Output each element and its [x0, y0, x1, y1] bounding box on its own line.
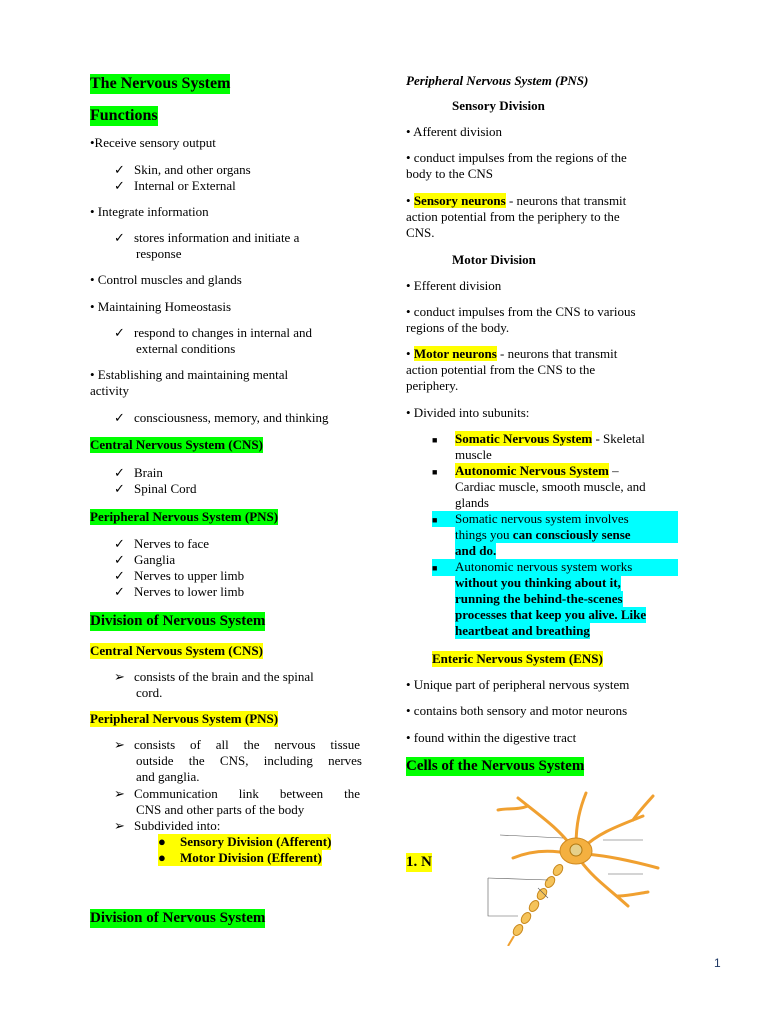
checkmark-icon: ✓ [114, 536, 125, 551]
list-item: ● Sensory Division (Afferent) [158, 834, 332, 849]
list-item-cont: cord. [136, 685, 163, 700]
sensory-heading: Sensory Division [452, 98, 545, 113]
checkmark-icon: ✓ [114, 568, 125, 583]
list-item: ■ Somatic Nervous System - Skeletal [432, 431, 645, 446]
cyan-highlight-row: heartbeat and breathing [455, 623, 590, 638]
list-item: • found within the digestive tract [406, 730, 577, 745]
list-item: ✓ Skin, and other organs [114, 162, 251, 177]
cyan-highlight-row: running the behind-the-scenes [455, 591, 623, 606]
list-item-cont: external conditions [136, 341, 236, 356]
list-item: • Afferent division [406, 124, 503, 139]
cyan-highlight-row: ■ Autonomic nervous system works [432, 559, 678, 576]
list-item-cont: outside the CNS, including nerves [136, 753, 362, 768]
motor-heading: Motor Division [452, 252, 536, 267]
list-item: ✓ consciousness, memory, and thinking [114, 410, 329, 425]
list-item-cont: glands [455, 495, 489, 510]
cyan-highlight-row: and do. [455, 543, 497, 558]
list-item: • conduct impulses from the regions of the [406, 150, 627, 165]
list-item-cont: muscle [455, 447, 492, 462]
function-item: • Establishing and maintaining mental [90, 367, 289, 382]
list-item-cont: and ganglia. [136, 769, 200, 784]
square-bullet-icon: ■ [432, 563, 438, 573]
list-item: ✓ Nerves to face [114, 536, 210, 551]
division-heading: Division of Nervous System [90, 613, 266, 629]
list-item: • Efferent division [406, 278, 502, 293]
checkmark-icon: ✓ [114, 465, 125, 480]
list-item-cont: action potential from the periphery to the [406, 209, 620, 224]
list-item-cont: periphery. [406, 378, 459, 393]
checkmark-icon: ✓ [114, 552, 125, 567]
list-item-cont: CNS and other parts of the body [136, 802, 305, 817]
cyan-highlight-row: ■ Somatic nervous system involves [432, 511, 678, 527]
cells-heading: Cells of the Nervous System [406, 758, 585, 774]
list-item: ✓ respond to changes in internal and [114, 325, 312, 340]
list-item: ➢ Communication link between the [114, 786, 360, 801]
arrow-bullet-icon: ➢ [114, 669, 125, 684]
arrow-bullet-icon: ➢ [114, 737, 125, 752]
list-item: • Motor neurons - neurons that transmit [406, 346, 618, 361]
list-item: ■ Autonomic Nervous System – [432, 463, 619, 478]
list-item: ➢ Subdivided into: [114, 818, 221, 833]
page-number: 1 [714, 956, 721, 970]
list-item: ✓ stores information and initiate a [114, 230, 300, 245]
square-bullet-icon: ■ [432, 467, 438, 477]
list-item-cont: CNS. [406, 225, 435, 240]
list-item: ➢ consists of all the nervous tissue [114, 737, 360, 752]
list-item: ✓ Internal or External [114, 178, 236, 193]
list-item: • contains both sensory and motor neurons [406, 703, 628, 718]
checkmark-icon: ✓ [114, 325, 125, 340]
arrow-bullet-icon: ➢ [114, 818, 125, 833]
list-item: ● Motor Division (Efferent) [158, 850, 322, 865]
checkmark-icon: ✓ [114, 230, 125, 245]
bullet-icon: ● [158, 850, 166, 865]
arrow-bullet-icon: ➢ [114, 786, 125, 801]
functions-heading: Functions [90, 107, 158, 124]
list-item: ✓ Spinal Cord [114, 481, 197, 496]
list-item: ✓ Nerves to upper limb [114, 568, 245, 583]
list-item: • Divided into subunits: [406, 405, 530, 420]
bullet-icon: ● [158, 834, 166, 849]
list-item: • Sensory neurons - neurons that transmit [406, 193, 627, 208]
div-pns-heading: Peripheral Nervous System (PNS) [90, 711, 279, 726]
list-item-cont: action potential from the CNS to the [406, 362, 596, 377]
square-bullet-icon: ■ [432, 435, 438, 445]
checkmark-icon: ✓ [114, 584, 125, 599]
list-item-cont: body to the CNS [406, 166, 494, 181]
cyan-highlight-row: processes that keep you alive. Like [455, 607, 647, 622]
checkmark-icon: ✓ [114, 410, 125, 425]
list-item: ➢ consists of the brain and the spinal [114, 669, 314, 684]
page-title: The Nervous System [90, 75, 231, 92]
checkmark-icon: ✓ [114, 162, 125, 177]
ens-heading: Enteric Nervous System (ENS) [432, 651, 603, 666]
checkmark-icon: ✓ [114, 481, 125, 496]
checkmark-icon: ✓ [114, 178, 125, 193]
square-bullet-icon: ■ [432, 515, 438, 525]
list-item: • conduct impulses from the CNS to various [406, 304, 636, 319]
cns-heading: Central Nervous System (CNS) [90, 437, 263, 452]
function-item-cont: activity [90, 383, 129, 398]
list-item: • Unique part of peripheral nervous system [406, 677, 630, 692]
list-item-cont: Cardiac muscle, smooth muscle, and [455, 479, 646, 494]
cyan-highlight-row: things you can consciously sense [455, 527, 678, 543]
neuron-illustration [458, 788, 668, 946]
list-item: ✓ Brain [114, 465, 163, 480]
cyan-highlight-row: without you thinking about it, [455, 575, 621, 590]
div-cns-heading: Central Nervous System (CNS) [90, 643, 263, 658]
list-item: ✓ Nerves to lower limb [114, 584, 245, 599]
list-item: ✓ Ganglia [114, 552, 176, 567]
function-item: • Integrate information [90, 204, 209, 219]
pns-title: Peripheral Nervous System (PNS) [406, 73, 589, 88]
function-item: • Maintaining Homeostasis [90, 299, 232, 314]
function-item: •Receive sensory output [90, 135, 216, 150]
pns-heading: Peripheral Nervous System (PNS) [90, 509, 279, 524]
list-item-cont: response [136, 246, 182, 261]
division-heading-2: Division of Nervous System [90, 910, 266, 926]
function-item: • Control muscles and glands [90, 272, 242, 287]
cells-list-item-start: 1. N [406, 854, 432, 870]
list-item-cont: regions of the body. [406, 320, 510, 335]
